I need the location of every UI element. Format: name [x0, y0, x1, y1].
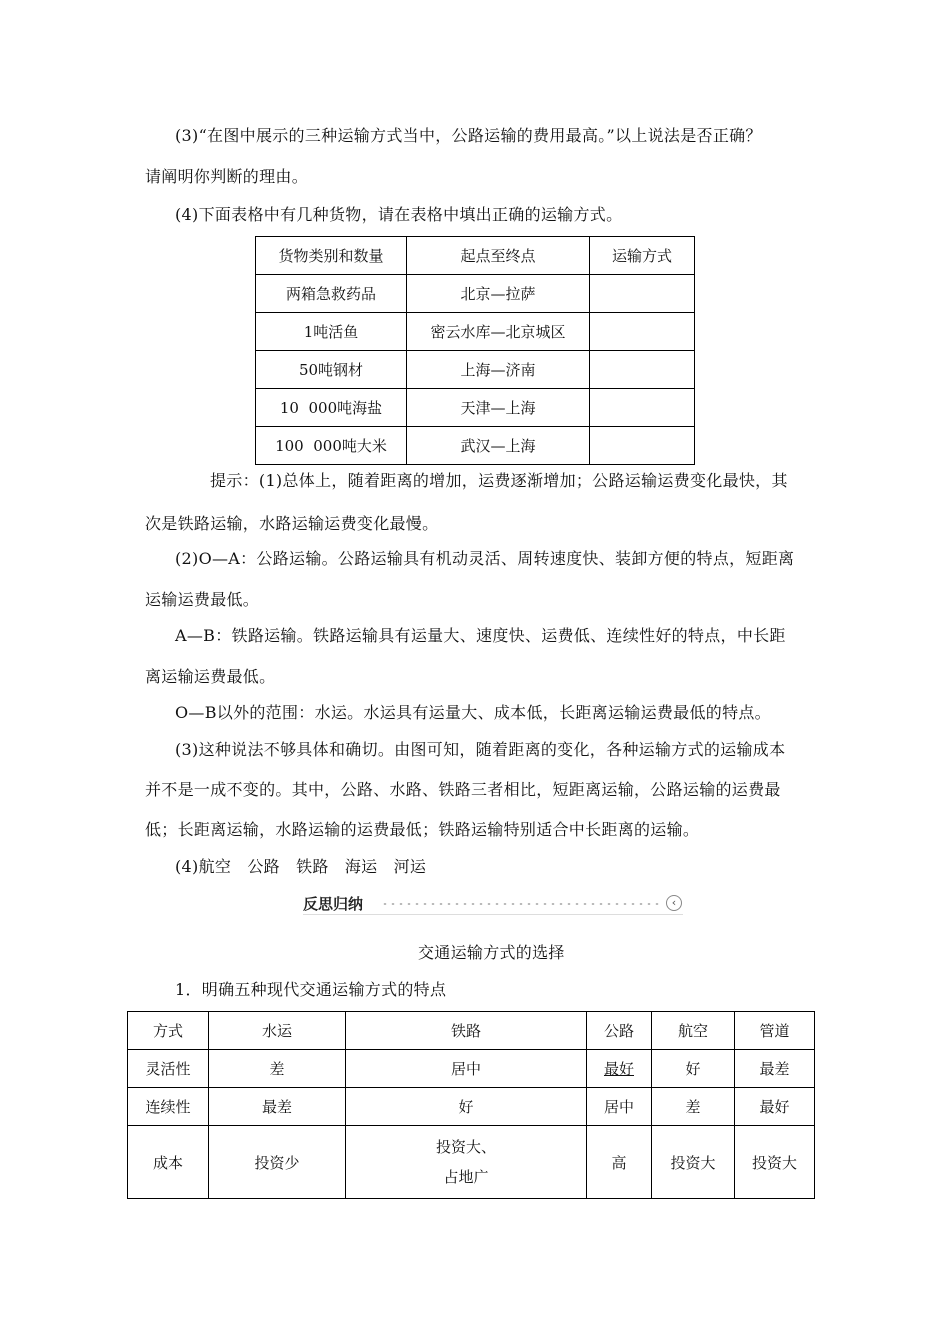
table-cell: 上海—济南 — [407, 351, 590, 389]
table-cell: 100 000吨大米 — [256, 427, 407, 465]
question-3-line-2: 请阐明你判断的理由。 — [145, 167, 309, 186]
table-cell — [587, 1050, 652, 1088]
header-cell: 方式 — [128, 1012, 209, 1050]
table-cell: 投资少 — [209, 1126, 346, 1199]
table-cell — [590, 351, 695, 389]
table-cell: 投资大 — [735, 1126, 815, 1199]
question-3-line-1: (3)“在图中展示的三种运输方式当中，公路运输的费用最高。”以上说法是否正确？ — [175, 126, 762, 145]
chevron-left-icon: ‹ — [666, 895, 682, 911]
section-title: 交通运输方式的选择 — [418, 943, 565, 962]
banner-underline-divider — [303, 914, 683, 915]
banner-dotted-divider — [381, 903, 661, 905]
table-cell: 最差 — [209, 1088, 346, 1126]
table-cell: 密云水库—北京城区 — [407, 313, 590, 351]
table-cell: 居中 — [346, 1050, 587, 1088]
table-cell: 成本 — [128, 1126, 209, 1199]
cargo-table — [255, 236, 695, 465]
hint-line-6: 离运输运费最低。 — [145, 667, 276, 686]
section-item-1: 1．明确五种现代交通运输方式的特点 — [175, 980, 447, 999]
table-cell: 50吨钢材 — [256, 351, 407, 389]
table-cell: 1吨活鱼 — [256, 313, 407, 351]
table-cell: 好 — [346, 1088, 587, 1126]
table-cell: 北京—拉萨 — [407, 275, 590, 313]
table-cell: 差 — [652, 1088, 735, 1126]
table-cell — [590, 275, 695, 313]
table-cell: 武汉—上海 — [407, 427, 590, 465]
table-cell: 天津—上海 — [407, 389, 590, 427]
hint-line-9: 并不是一成不变的。其中，公路、水路、铁路三者相比，短距离运输，公路运输的运费最 — [145, 780, 781, 799]
hint-line-11: (4)航空 公路 铁路 海运 河运 — [175, 857, 427, 876]
table-row — [256, 427, 695, 465]
hint-line-7: O—B以外的范围：水运。水运具有运量大、成本低，长距离运输运费最低的特点。 — [175, 703, 771, 722]
table-cell: 两箱急救药品 — [256, 275, 407, 313]
table-cell: 差 — [209, 1050, 346, 1088]
table-cell: 好 — [652, 1050, 735, 1088]
table-header-row — [256, 237, 695, 275]
table-row — [128, 1088, 815, 1126]
table-cell: 10 000吨海盐 — [256, 389, 407, 427]
header-cell: 货物类别和数量 — [256, 237, 407, 275]
hint-line-5: A—B：铁路运输。铁路运输具有运量大、速度快、运费低、连续性好的特点，中长距 — [175, 626, 786, 645]
header-cell: 公路 — [587, 1012, 652, 1050]
table-row — [256, 351, 695, 389]
header-cell: 航空 — [652, 1012, 735, 1050]
transport-mode-table — [127, 1011, 815, 1199]
hint-line-1: 提示：(1)总体上，随着距离的增加，运费逐渐增加；公路运输运费变化最快，其 — [210, 471, 788, 490]
header-cell: 水运 — [209, 1012, 346, 1050]
table-cell: 连续性 — [128, 1088, 209, 1126]
header-cell: 运输方式 — [590, 237, 695, 275]
hint-line-2: 次是铁路运输，水路运输运费变化最慢。 — [145, 514, 439, 533]
cell-line: 占地广 — [443, 1168, 489, 1186]
hint-line-4: 运输运费最低。 — [145, 590, 260, 609]
header-cell: 管道 — [735, 1012, 815, 1050]
table-row — [256, 275, 695, 313]
table-cell: 居中 — [587, 1088, 652, 1126]
table-cell — [590, 313, 695, 351]
hint-line-10: 低；长距离运输，水路运输的运费最低；铁路运输特别适合中长距离的运输。 — [145, 820, 700, 839]
section-banner — [303, 893, 683, 915]
table-cell: 灵活性 — [128, 1050, 209, 1088]
cell-line: 投资大、 — [435, 1138, 496, 1156]
table-header-row — [128, 1012, 815, 1050]
table-cell: 高 — [587, 1126, 652, 1199]
table-cell — [590, 389, 695, 427]
question-4-line-1: (4)下面表格中有几种货物，请在表格中填出正确的运输方式。 — [175, 205, 623, 224]
table-cell — [590, 427, 695, 465]
banner-title: 反思归纳 — [303, 895, 364, 913]
table-cell: 投资大 — [652, 1126, 735, 1199]
hint-line-8: (3)这种说法不够具体和确切。由图可知，随着距离的变化，各种运输方式的运输成本 — [175, 740, 786, 759]
header-cell: 起点至终点 — [407, 237, 590, 275]
table-row — [128, 1126, 815, 1199]
table-row — [256, 313, 695, 351]
header-cell: 铁路 — [346, 1012, 587, 1050]
hint-line-3: (2)O—A：公路运输。公路运输具有机动灵活、周转速度快、装卸方便的特点，短距离 — [175, 549, 795, 568]
table-row — [256, 389, 695, 427]
table-cell: 最差 — [735, 1050, 815, 1088]
table-row — [128, 1050, 815, 1088]
underlined-answer: 最好 — [603, 1060, 634, 1078]
table-cell — [346, 1126, 587, 1199]
table-cell: 最好 — [735, 1088, 815, 1126]
